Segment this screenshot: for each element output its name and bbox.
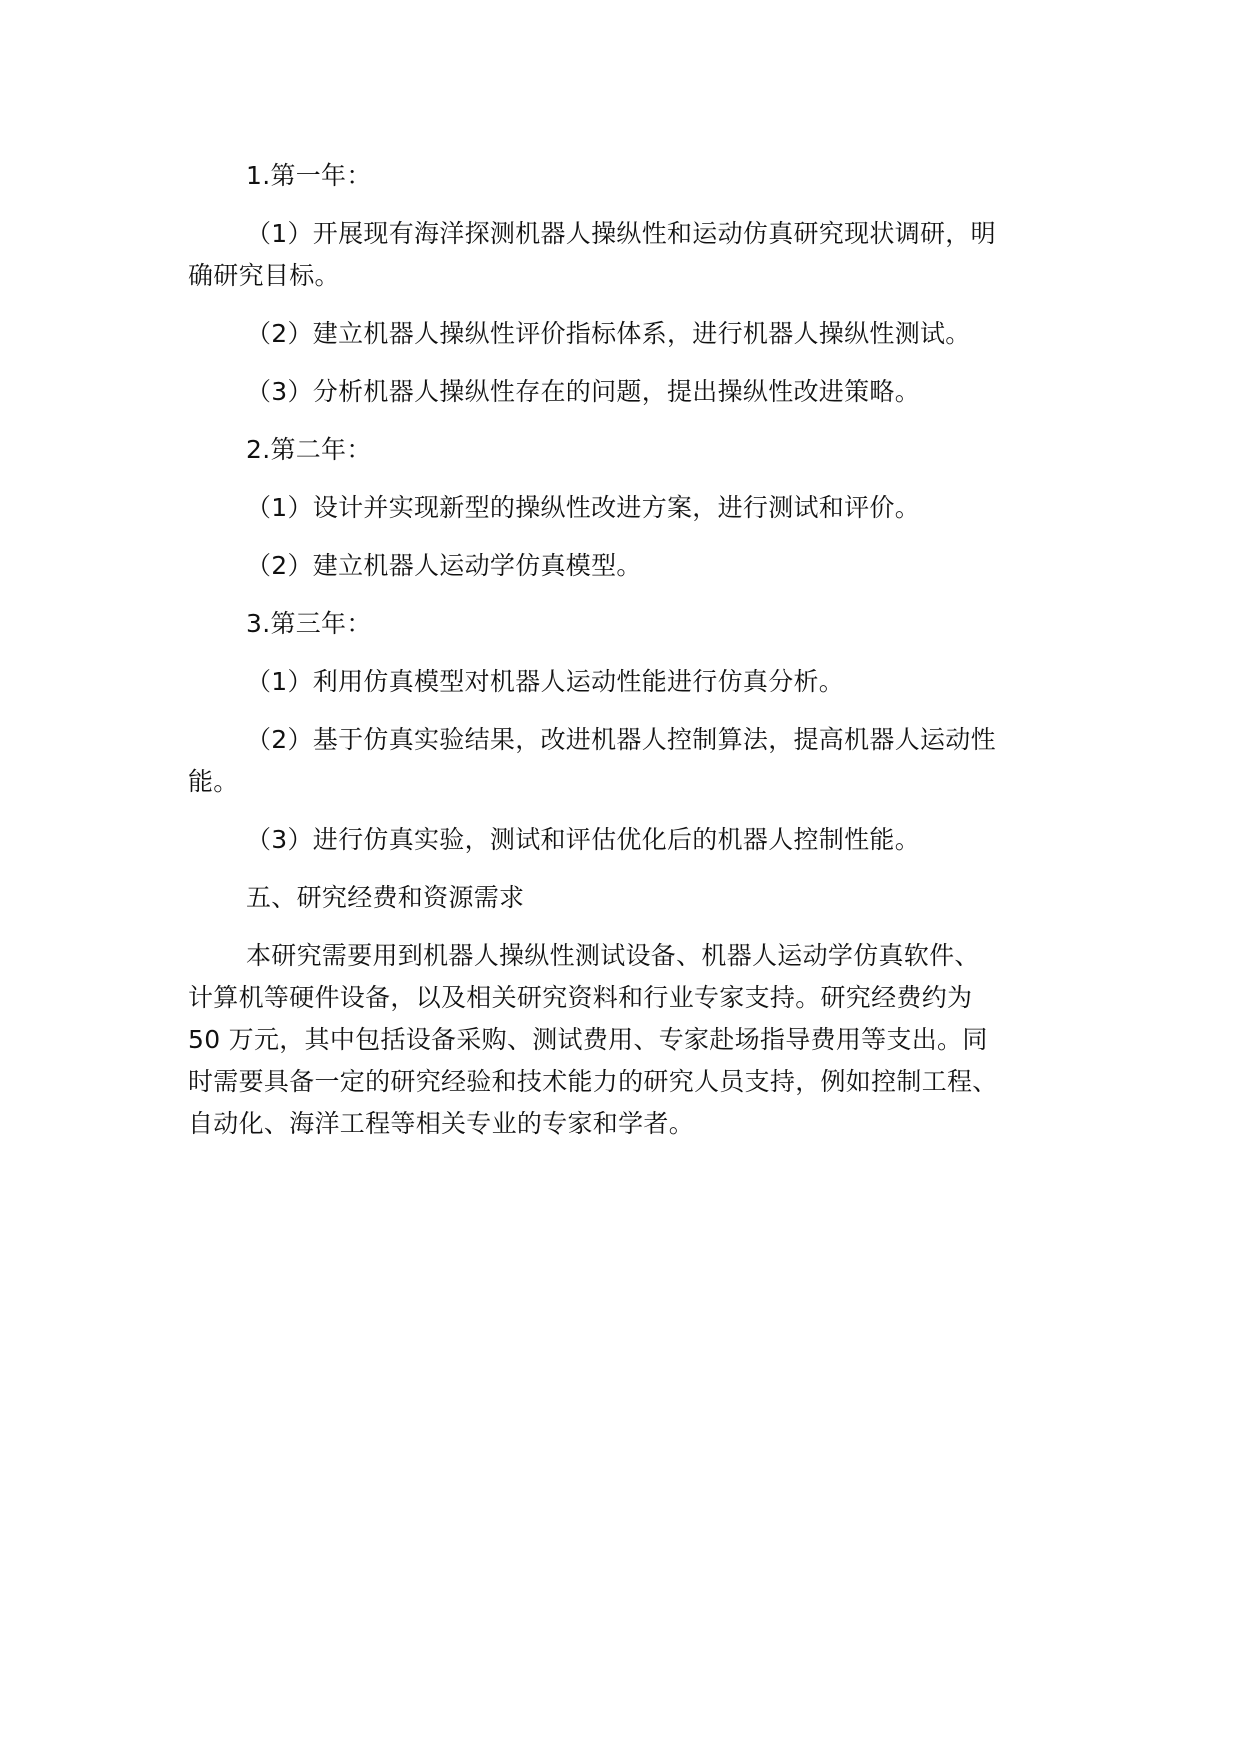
section-five-paragraph-line-3: 50 万元，其中包括设备采购、测试费用、专家赴场指导费用等支出。同 [188,1025,988,1054]
year-one-item-3: （3）分析机器人操纵性存在的问题，提出操纵性改进策略。 [246,377,921,406]
section-five-paragraph-line-5: 自动化、海洋工程等相关专业的专家和学者。 [188,1109,695,1138]
section-five-paragraph-line-4: 时需要具备一定的研究经验和技术能力的研究人员支持，例如控制工程、 [188,1067,998,1096]
year-three-item-1: （1）利用仿真模型对机器人运动性能进行仿真分析。 [246,667,845,696]
year-one-item-2: （2）建立机器人操纵性评价指标体系，进行机器人操纵性测试。 [246,319,971,348]
year-one-heading: 1.第一年： [246,161,372,190]
year-one-item-1-line-1: （1）开展现有海洋探测机器人操纵性和运动仿真研究现状调研，明 [246,219,996,248]
year-two-heading: 2.第二年： [246,435,372,464]
year-one-item-1-line-2: 确研究目标。 [188,261,340,290]
section-five-heading: 五、研究经费和资源需求 [246,883,525,912]
year-three-item-2-line-2: 能。 [188,767,239,796]
section-five-paragraph-line-1: 本研究需要用到机器人操纵性测试设备、机器人运动学仿真软件、 [246,941,980,970]
year-three-item-3: （3）进行仿真实验，测试和评估优化后的机器人控制性能。 [246,825,921,854]
year-two-item-2: （2）建立机器人运动学仿真模型。 [246,551,642,580]
year-three-item-2-line-1: （2）基于仿真实验结果，改进机器人控制算法，提高机器人运动性 [246,725,996,754]
year-three-heading: 3.第三年： [246,609,372,638]
section-five-paragraph-line-2: 计算机等硬件设备，以及相关研究资料和行业专家支持。研究经费约为 [188,983,973,1012]
year-two-item-1: （1）设计并实现新型的操纵性改进方案，进行测试和评价。 [246,493,921,522]
